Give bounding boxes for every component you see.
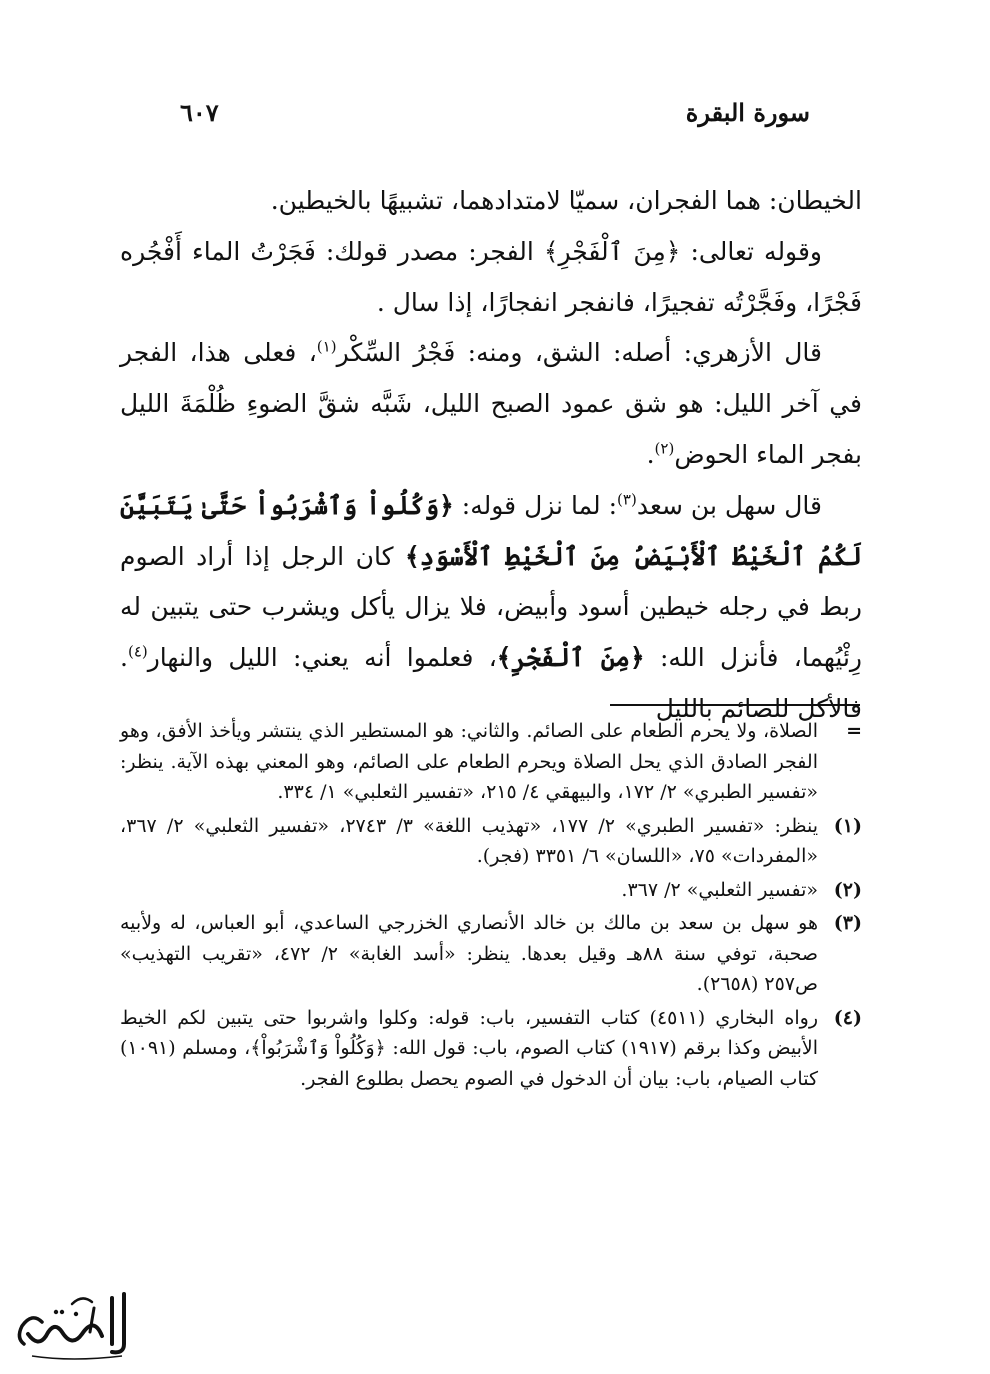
footnote-marker: (٢) [833, 878, 862, 901]
footnote-ref-3[interactable]: (٣) [617, 490, 637, 509]
footnote-marker: (٤) [833, 1006, 862, 1029]
footnote-text: ينظر: «تفسير الطبري» ٢/ ١٧٧، «تهذيب اللغة» ٣/ ٢٧٤٣، «تفسير الثعلبي» ٢/ ٣٦٧، «المفردات» ٧٥، «اللسان» ٦/ ٣٣٥١ (فجر). [120, 814, 818, 867]
surah-title: سورة البقرة [685, 98, 810, 127]
footnote-marker: = [846, 720, 862, 742]
footnote-text: الصلاة، ولا يحرم الطعام على الصائم. والثاني: هو المستطير الذي ينتشر ويأخذ الأفق، وهو الفجر الصادق الذي يحل الصلاة ويحرم الطعام على الصائم، وهو المعني بهذه الآية. ينظر: «تفسير الطبري» ٢/ ١٧٢، والبيهقي ٤/ ٢١٥، «تفسير الثعلبي» ١/ ٣٣٤. [120, 720, 818, 803]
paragraph-1: الخيطان: هما الفجران، سميّا لامتدادهما، تشبيهًا بالخيطين. [270, 186, 862, 215]
footnote-text: «تفسير الثعلبي» ٢/ ٣٦٧. [621, 878, 818, 901]
quran-verse-1: ﴿وَكُلُواْ وَٱشْرَبُواْ حَتَّىٰ يَتَبَيَّنَ لَكُمُ ٱلْخَيْطُ ٱلْأَبْيَضُ مِنَ ٱلْخَيْطِ ٱلْأَسْوَدِ﴾ [120, 490, 862, 571]
footnote-text: هو سهل بن سعد بن مالك بن خالد الأنصاري الخزرجي الساعدي، أبو العباس، له ولأبيه صحبة، توفي سنة ٨٨هـ وقيل بعدها. ينظر: «أسد الغابة» ٢/ ٤٧٢، «تقريب التهذيب» ص٢٥٧ (٢٦٥٨). [120, 912, 818, 995]
paragraph-3: قال الأزهري: أصله: الشق، ومنه: فَجْرُ السِّكْر$^{(١)}$، فعلى هذا، الفجر في آخر الليل: هو شق عمود الصبح الليل، شَبَّه شقَّ الضوءِ ظُلْمَةَ الليل بفجر الماء الحوض$^{(٢)}$. [120, 338, 862, 469]
footnotes [120, 716, 862, 1097]
main-text [120, 176, 862, 735]
footnote-divider [610, 704, 860, 706]
footnote-1 [120, 811, 862, 872]
footnote-continued [120, 716, 862, 808]
paragraph-2: وقوله تعالى: ﴿مِنَ ٱلْفَجْرِ﴾ الفجر: مصدر قولك: فَجَرْتُ الماء أَفْجُره فَجْرًا، وفَجَّرْتُه تفجيرًا، فانفجر انفجارًا، إذا سال . [120, 236, 862, 317]
paragraph-4: قال سهل بن سعد$^{(٣)}$: لما نزل قوله: ﴿وَكُلُواْ وَٱشْرَبُواْ حَتَّىٰ يَتَبَيَّنَ لَكُمُ ٱلْخَيْطُ ٱلْأَبْيَضُ مِنَ ٱلْخَيْطِ ٱلْأَسْوَدِ﴾ كان الرجل إذا أراد الصوم ربط في رجله خيطين أسود وأبيض، فلا يزال يأكل ويشرب حتى يتبين له رِئْيُهما، فأنزل الله: ﴿مِنَ ٱلْفَجْرِ﴾، فعلموا أنه يعني: الليل والنهار$^{(٤)}$. فالأكل للصائم بالليل [120, 490, 862, 723]
footnote-ref-4[interactable]: (٤) [127, 642, 148, 661]
footnote-marker: (٣) [833, 912, 862, 934]
footnote-marker: (١) [833, 814, 862, 837]
quran-verse-2: ﴿مِنَ ٱلْفَجْرِ﴾ [496, 643, 645, 673]
footnote-ref-2[interactable]: (٢) [654, 439, 675, 458]
footnote-text: رواه البخاري (٤٥١١) كتاب التفسير، باب: قوله: وكلوا واشربوا حتى يتبين لكم الخيط الأبيض وكذا برقم (١٩١٧) كتاب الصوم، باب: قول الله: ﴿وَكُلُواْ وَٱشْرَبُواْ﴾، ومسلم (١٠٩١) كتاب الصيام، باب: بيان أن الدخول في الصوم يحصل بطلوع الفجر. [120, 1006, 818, 1090]
page-number: ٦٠٧ [180, 98, 219, 127]
footnote-ref-1[interactable]: (١) [316, 338, 337, 357]
calligraphy-stamp-logo [12, 1286, 142, 1366]
page-header [180, 98, 810, 138]
footnote-3 [120, 908, 862, 1000]
footnote-2 [120, 875, 862, 906]
footnote-4 [120, 1003, 862, 1095]
